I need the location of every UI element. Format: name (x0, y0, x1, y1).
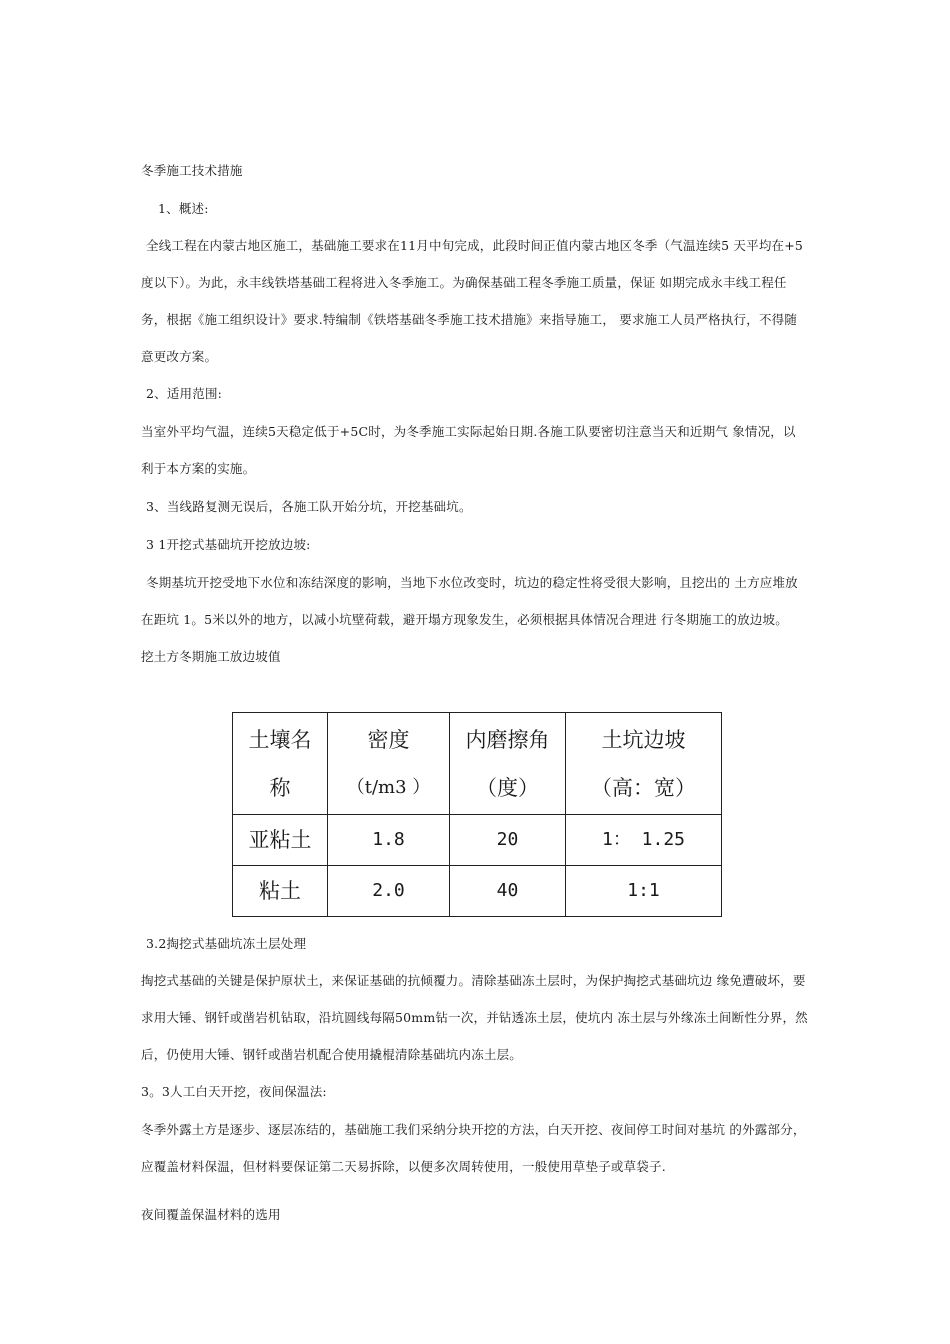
section-1-para-line-4: 意更改方案。 (141, 349, 218, 364)
table-cell: 40 (450, 866, 566, 917)
table-cell: 1:1 (566, 866, 722, 917)
table-row (233, 815, 722, 866)
table-cell: 1.8 (328, 815, 450, 866)
table-cell: 亚粘土 (233, 815, 328, 866)
doc-title: 冬季施工技术措施 (141, 163, 243, 178)
section-3-2-para-line-2: 求用大锤、钢钎或凿岩机钻取，沿坑圆线每隔50mm钻一次，并钻透冻土层，使坑内 冻土层与外缘冻土间断性分界，然 (141, 1010, 808, 1025)
table-caption: 挖土方冬期施工放边坡值 (141, 649, 281, 664)
table-header-cell: 土坑边坡 （高：宽） (566, 713, 722, 815)
section-2-heading: 2、适用范围: (146, 386, 223, 401)
section-3-1-para-line-1: 冬期基坑开挖受地下水位和冻结深度的影响，当地下水位改变时，坑边的稳定性将受很大影响，且挖出的 土方应堆放 (146, 575, 798, 590)
section-3-2-para-line-3: 后，仍使用大锤、钢钎或凿岩机配合使用撬棍清除基础坑内冻土层。 (141, 1047, 523, 1062)
table-header-cell: 密度 （t/m3 ） (328, 713, 450, 815)
section-1-para-line-2: 度以下）。为此，永丰线铁塔基础工程将进入冬季施工。为确保基础工程冬季施工质量，保证 如期完成永丰线工程任 (141, 275, 787, 290)
section-3-heading: 3、当线路复测无误后，各施工队开始分坑，开挖基础坑。 (146, 499, 472, 514)
slope-table (232, 712, 722, 917)
table-cell: 20 (450, 815, 566, 866)
section-3-2-para-line-1: 掏挖式基础的关键是保护原状土，来保证基础的抗倾覆力。清除基础冻土层时，为保护掏挖式基础坑边 缘免遭破坏，要 (141, 973, 806, 988)
table-header-row (233, 713, 722, 815)
section-3-2-heading: 3.2掏挖式基础坑冻土层处理 (146, 936, 307, 951)
section-3-3-para-line-2: 应覆盖材料保温，但材料要保证第二天易拆除，以便多次周转使用，一般使用草垫子或草袋子. (141, 1159, 666, 1174)
table-row (233, 866, 722, 917)
section-1-para-line-3: 务，根据《施工组织设计》要求.特编制《铁塔基础冬季施工技术措施》来指导施工， 要求施工人员严格执行，不得随 (141, 312, 798, 327)
section-3-3-para-line-1: 冬季外露土方是逐步、逐层冻结的，基础施工我们采纳分块开挖的方法，白天开挖、夜间停工时间对基坑 的外露部分， (141, 1122, 806, 1137)
section-1-para-line-1: 全线工程在内蒙古地区施工，基础施工要求在11月中旬完成，此段时间正值内蒙古地区冬季（气温连续5 天平均在+5 (146, 238, 804, 253)
table-cell: 1： 1.25 (566, 815, 722, 866)
section-3-3-heading: 3。3人工白天开挖，夜间保温法: (141, 1084, 327, 1099)
section-2-para-line-2: 利于本方案的实施。 (141, 461, 256, 476)
table-cell: 粘土 (233, 866, 328, 917)
section-1-heading: 1、概述: (158, 201, 209, 216)
table-cell: 2.0 (328, 866, 450, 917)
table-header-cell: 土壤名 称 (233, 713, 328, 815)
section-3-1-heading: 3 1开挖式基础坑开挖放边坡: (146, 537, 311, 552)
section-3-3-para-line-3: 夜间覆盖保温材料的选用 (141, 1207, 281, 1222)
section-2-para-line-1: 当室外平均气温，连续5天稳定低于+5C时，为冬季施工实际起始日期.各施工队要密切注意当天和近期气 象情况，以 (141, 424, 796, 439)
section-3-1-para-line-2: 在距坑 1。5米以外的地方，以减小坑壁荷载，避开塌方现象发生，必须根据具体情况合理进 行冬期施工的放边坡。 (141, 612, 788, 627)
table-header-cell: 内磨擦角 （度） (450, 713, 566, 815)
